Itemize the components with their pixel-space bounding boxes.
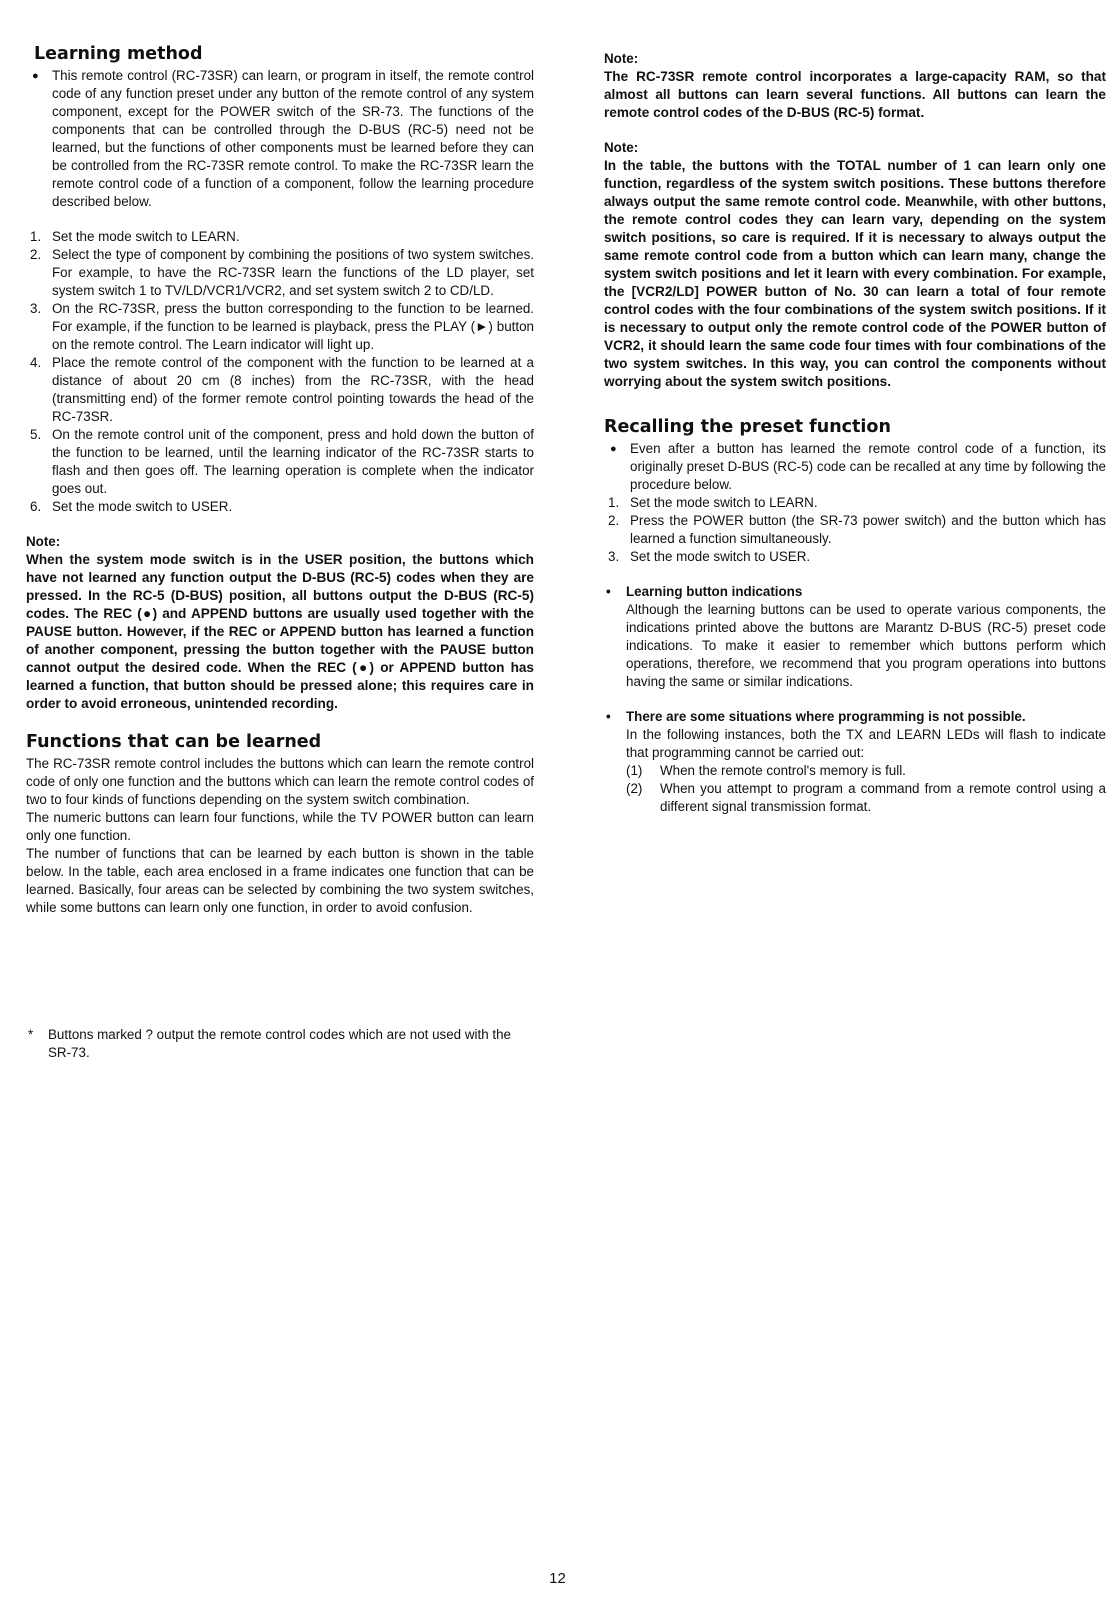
- learning-steps: [26, 228, 534, 516]
- indications-heading: • Learning button indications: [604, 583, 1106, 601]
- situation-case: (1) When the remote control's memory is full.: [626, 763, 906, 778]
- spacer: [604, 566, 1106, 583]
- footnote-mark: *: [28, 1027, 34, 1042]
- spacer: [26, 516, 534, 533]
- recall-heading: Recalling the preset function: [604, 417, 891, 437]
- learning-step: 6. Set the mode switch to USER.: [30, 499, 233, 514]
- recall-steps: [604, 494, 1106, 566]
- table-note: In the table, the buttons with the TOTAL number of 1 can learn only one function, regardless of the system switch positions. These buttons therefore always output the same remote control code. Meanwhile, with other buttons, the remote control codes they can learn vary, depending on the system switch positions, so care is required. If it is necessary to always output the same remote control code from a button which can learn many, change the system switch positions and let it learn with every combination. For example, the [VCR2/LD] POWER button of No. 30 can learn a total of four remote control codes with the four combinations of the system switch positions. If it is necessary to output only the remote control code of the POWER button of VCR2, it should learn the same code four times with four combinations of the two system switches. In this way, you can control the components without worrying about the system switch positions.: [604, 158, 1106, 389]
- situations-cases: [604, 762, 1106, 816]
- recall-intro: ● Even after a button has learned the remote control code of a function, its originally preset D-BUS (RC-5) code can be recalled at any time by following the procedure below.: [604, 440, 1106, 494]
- spacer: [26, 713, 534, 732]
- left-column: [26, 44, 534, 917]
- recall-step: 1. Set the mode switch to LEARN.: [608, 495, 818, 510]
- indications-text: Although the learning buttons can be used to operate various components, the indications printed above the buttons are Marantz D-BUS (RC-5) preset code indications. To make it easier to remember which buttons perform which operations, therefore, we recommend that you program operations into buttons having the same or similar indications.: [626, 602, 1106, 689]
- functions-heading: Functions that can be learned: [26, 732, 322, 752]
- situation-case: (2) When you attempt to program a command from a remote control using a different signal transmission format.: [626, 781, 1106, 814]
- learning-note-label: Note:: [26, 534, 61, 549]
- recall-step: 3. Set the mode switch to USER.: [608, 549, 811, 564]
- footnote: [26, 1026, 534, 1062]
- learning-step: 4. Place the remote control of the component with the function to be learned at a distance of about 20 cm (8 inches) from the RC-73SR, with the head (transmitting end) of the former remote control pointing towards the head of the RC-73SR.: [30, 355, 534, 424]
- functions-paragraph-3: The number of functions that can be learned by each button is shown in the table below. In the table, each area enclosed in a frame indicates one function that can be learned. Basically, four areas can be selected by combining the two system switches, while some buttons can learn only one function, in order to avoid confusion.: [26, 846, 534, 915]
- page-number: 12: [549, 1570, 566, 1587]
- situations-heading: • There are some situations where programming is not possible.: [604, 708, 1106, 726]
- learning-step: 2. Select the type of component by combining the positions of two system switches. For example, to have the RC-73SR learn the functions of the LD player, set system switch 1 to TV/LD/VCR1/VCR2, and set system switch 2 to CD/LD.: [30, 247, 534, 298]
- learning-method-heading: Learning method: [34, 44, 203, 64]
- right-column: [604, 50, 1106, 816]
- footnote-text: Buttons marked ? output the remote control codes which are not used with the SR-73.: [48, 1027, 511, 1060]
- situations-text: In the following instances, both the TX and LEARN LEDs will flash to indicate that programming cannot be carried out:: [626, 727, 1106, 760]
- learning-step: 1. Set the mode switch to LEARN.: [30, 229, 240, 244]
- learning-step: 5. On the remote control unit of the component, press and hold down the button of the function to be learned, until the learning indicator of the RC-73SR starts to flash and then goes off. The learning operation is complete when the indicator goes out.: [30, 427, 534, 496]
- learning-intro: ● This remote control (RC-73SR) can learn, or program in itself, the remote control code of any function preset under any button of the remote control of any system component, except for the POWER switch of the SR-73. The functions of the components that can be controlled through the D-BUS (RC-5) need not be learned, but the functions of other components must be learned before they can be controlled from the RC-73SR remote control. To make the RC-73SR learn the remote control code of a function of a component, follow the learning procedure described below.: [26, 67, 534, 211]
- functions-paragraph-1: The RC-73SR remote control includes the buttons which can learn the remote control code of only one function and the buttons which can learn the remote control codes of two to four kinds of functions depending on the system switch combination.: [26, 756, 534, 807]
- functions-paragraph-2: The numeric buttons can learn four functions, while the TV POWER button can learn only one function.: [26, 810, 534, 843]
- ram-note: The RC-73SR remote control incorporates a large-capacity RAM, so that almost all buttons can learn several functions. All buttons can learn the remote control codes of the D-BUS (RC-5) format.: [604, 69, 1106, 120]
- learning-note: When the system mode switch is in the USER position, the buttons which have not learned any function output the D-BUS (RC-5) codes when they are pressed. In the RC-5 (D-BUS) position, all buttons output the D-BUS (RC-5) codes. The REC (●) and APPEND buttons are usually used together with the PAUSE button. However, if the REC or APPEND button has learned a function of another component, pressing the button together with the PAUSE button cannot output the desired code. When the REC (●) or APPEND button has learned a function, that button should be pressed alone; this requires care in order to avoid erroneous, unintended recording.: [26, 552, 534, 711]
- learning-step: 3. On the RC-73SR, press the button corresponding to the function to be learned. For example, if the function to be learned is playback, press the PLAY (►) button on the remote control. The Learn indicator will light up.: [30, 301, 534, 352]
- ram-note-label: Note:: [604, 51, 639, 66]
- spacer: [26, 211, 534, 228]
- table-note-label: Note:: [604, 140, 639, 155]
- recall-step: 2. Press the POWER button (the SR-73 power switch) and the button which has learned a function simultaneously.: [608, 513, 1106, 546]
- spacer: [604, 391, 1106, 417]
- spacer: [604, 122, 1106, 139]
- spacer: [604, 691, 1106, 708]
